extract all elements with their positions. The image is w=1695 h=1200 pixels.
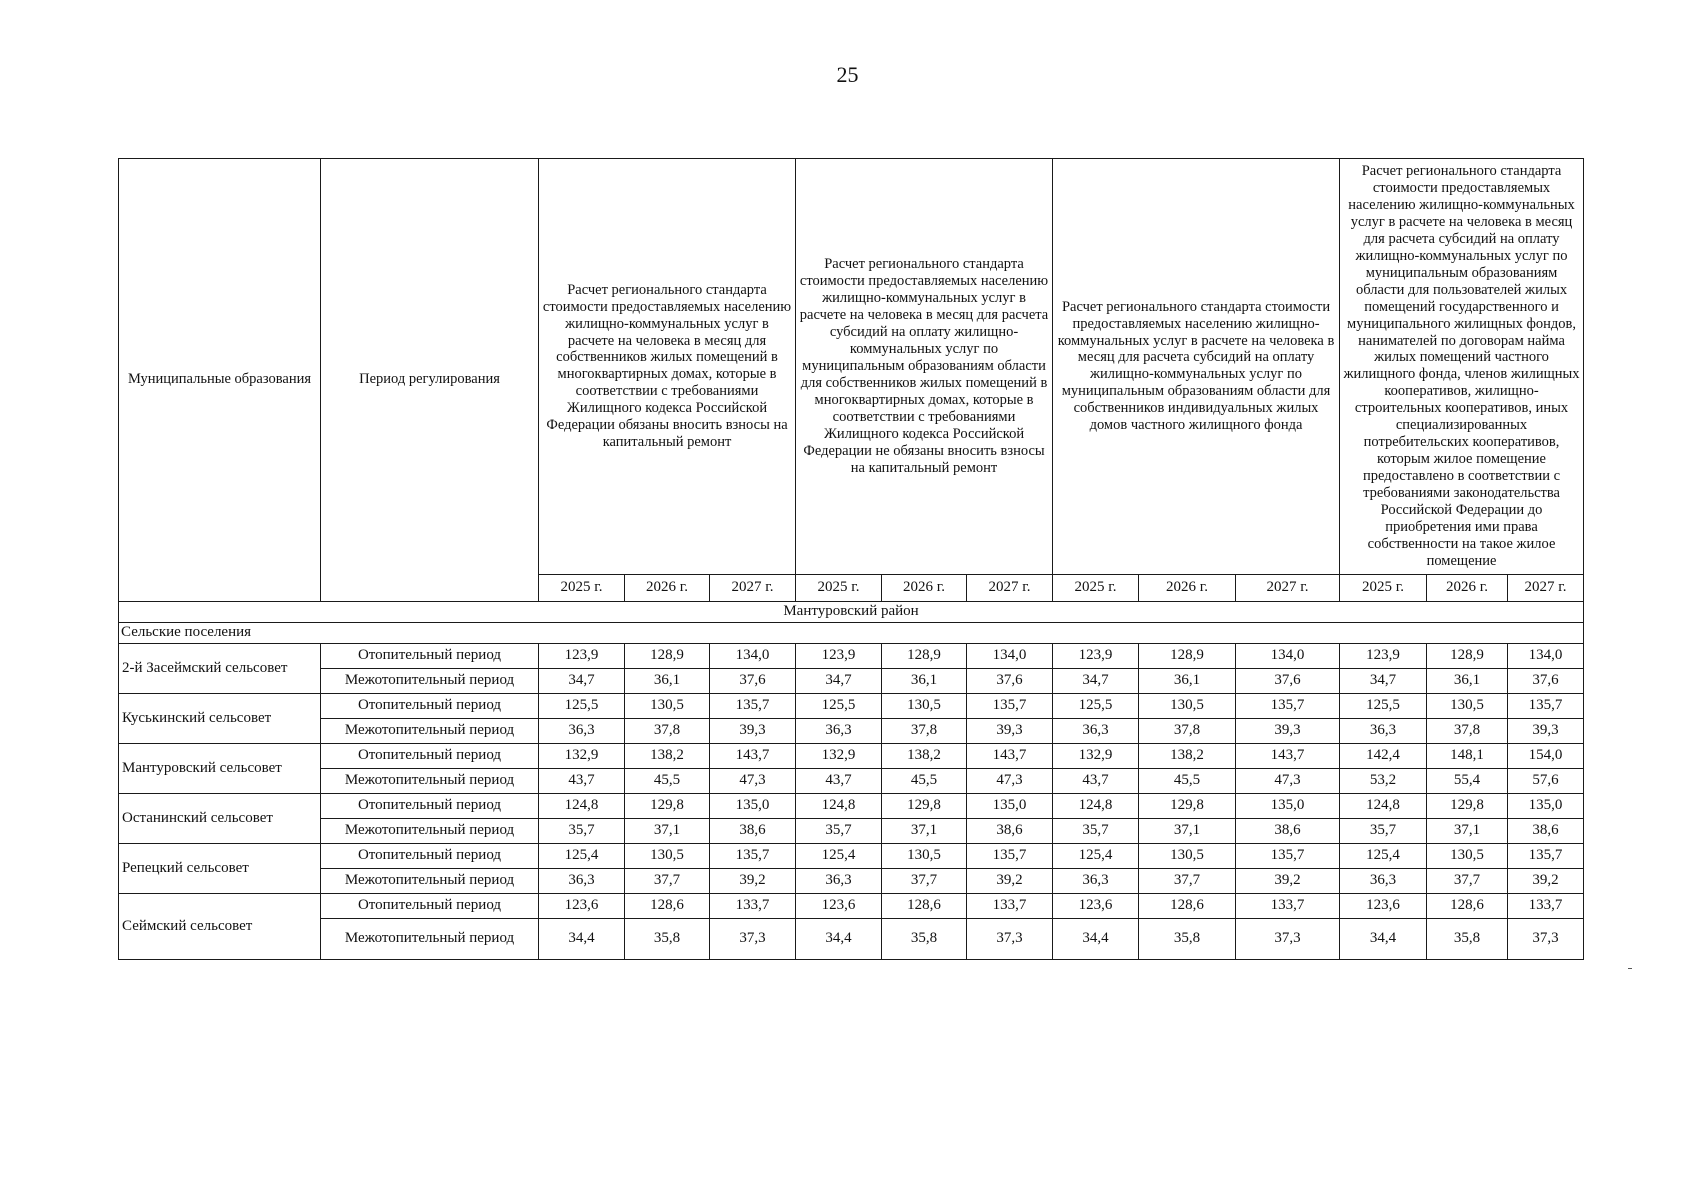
value-cell: 125,4 — [539, 843, 625, 868]
header-row — [119, 159, 1584, 575]
municipality-name: Куськинский сельсовет — [119, 693, 321, 743]
value-cell: 128,9 — [625, 643, 710, 668]
value-cell: 133,7 — [710, 893, 796, 918]
value-cell: 34,4 — [1053, 918, 1139, 959]
value-cell: 35,7 — [539, 818, 625, 843]
table-row — [119, 843, 1584, 868]
value-cell: 138,2 — [625, 743, 710, 768]
value-cell: 34,7 — [1340, 668, 1427, 693]
table-row — [119, 693, 1584, 718]
value-cell: 124,8 — [1053, 793, 1139, 818]
value-cell: 130,5 — [1427, 843, 1508, 868]
value-cell: 45,5 — [882, 768, 967, 793]
value-cell: 135,7 — [967, 843, 1053, 868]
value-cell: 39,2 — [1236, 868, 1340, 893]
municipality-name: Мантуровский сельсовет — [119, 743, 321, 793]
value-cell: 47,3 — [710, 768, 796, 793]
year-header: 2027 г. — [1508, 574, 1584, 601]
value-cell: 37,7 — [625, 868, 710, 893]
value-cell: 35,7 — [1053, 818, 1139, 843]
district-name: Мантуровский район — [119, 601, 1584, 622]
group-header-2: Расчет регионального стандарта стоимости предоставляемых населению жилищно-коммунальных услуг в расчете на человека в месяц для расчета субсидий на оплату жилищно-коммунальных услуг по муниципальным образованиям области для собственников жилых помещений в многоквартирных домах, которые в соответствии с требованиями Жилищного кодекса Российской Федерации не обязаны вносить взносы на капитальный ремонт — [796, 159, 1053, 575]
year-header: 2027 г. — [967, 574, 1053, 601]
value-cell: 133,7 — [967, 893, 1053, 918]
value-cell: 47,3 — [967, 768, 1053, 793]
value-cell: 35,8 — [882, 918, 967, 959]
value-cell: 134,0 — [710, 643, 796, 668]
value-cell: 37,7 — [1139, 868, 1236, 893]
value-cell: 36,3 — [796, 868, 882, 893]
value-cell: 138,2 — [882, 743, 967, 768]
year-header: 2027 г. — [710, 574, 796, 601]
year-header: 2025 г. — [539, 574, 625, 601]
municipality-name: Сеймский сельсовет — [119, 893, 321, 959]
value-cell: 35,8 — [1427, 918, 1508, 959]
value-cell: 43,7 — [539, 768, 625, 793]
table-row — [119, 743, 1584, 768]
value-cell: 129,8 — [1139, 793, 1236, 818]
table-row — [119, 643, 1584, 668]
scan-mark — [1628, 968, 1632, 969]
value-cell: 34,4 — [1340, 918, 1427, 959]
period-label: Межотопительный период — [321, 818, 539, 843]
value-cell: 55,4 — [1427, 768, 1508, 793]
value-cell: 37,8 — [625, 718, 710, 743]
value-cell: 36,1 — [882, 668, 967, 693]
value-cell: 132,9 — [1053, 743, 1139, 768]
table-row — [119, 793, 1584, 818]
value-cell: 36,1 — [1427, 668, 1508, 693]
page-number: 25 — [836, 62, 859, 87]
district-row — [119, 601, 1584, 622]
value-cell: 37,3 — [1236, 918, 1340, 959]
value-cell: 123,9 — [796, 643, 882, 668]
value-cell: 128,9 — [1427, 643, 1508, 668]
value-cell: 130,5 — [882, 843, 967, 868]
value-cell: 38,6 — [1236, 818, 1340, 843]
value-cell: 35,8 — [1139, 918, 1236, 959]
value-cell: 124,8 — [796, 793, 882, 818]
value-cell: 43,7 — [796, 768, 882, 793]
value-cell: 128,6 — [625, 893, 710, 918]
period-label: Межотопительный период — [321, 768, 539, 793]
value-cell: 37,8 — [1139, 718, 1236, 743]
value-cell: 39,2 — [1508, 868, 1584, 893]
value-cell: 47,3 — [1236, 768, 1340, 793]
value-cell: 135,0 — [1508, 793, 1584, 818]
table-row — [119, 893, 1584, 918]
value-cell: 39,2 — [967, 868, 1053, 893]
value-cell: 38,6 — [710, 818, 796, 843]
municipality-name: 2-й Засеймский сельсовет — [119, 643, 321, 693]
value-cell: 36,3 — [1053, 868, 1139, 893]
value-cell: 132,9 — [796, 743, 882, 768]
value-cell: 37,6 — [710, 668, 796, 693]
table-row — [119, 768, 1584, 793]
value-cell: 143,7 — [710, 743, 796, 768]
value-cell: 37,7 — [882, 868, 967, 893]
period-label: Межотопительный период — [321, 868, 539, 893]
value-cell: 34,4 — [796, 918, 882, 959]
municipality-name: Репецкий сельсовет — [119, 843, 321, 893]
value-cell: 35,7 — [1340, 818, 1427, 843]
value-cell: 143,7 — [967, 743, 1053, 768]
value-cell: 34,4 — [539, 918, 625, 959]
year-header: 2026 г. — [882, 574, 967, 601]
value-cell: 124,8 — [1340, 793, 1427, 818]
value-cell: 36,3 — [1340, 868, 1427, 893]
value-cell: 134,0 — [1236, 643, 1340, 668]
year-header: 2027 г. — [1236, 574, 1340, 601]
value-cell: 135,0 — [1236, 793, 1340, 818]
value-cell: 36,3 — [1053, 718, 1139, 743]
value-cell: 143,7 — [1236, 743, 1340, 768]
table-row — [119, 918, 1584, 959]
period-label: Отопительный период — [321, 743, 539, 768]
value-cell: 39,3 — [1508, 718, 1584, 743]
value-cell: 38,6 — [1508, 818, 1584, 843]
value-cell: 37,1 — [625, 818, 710, 843]
period-label: Отопительный период — [321, 793, 539, 818]
value-cell: 128,6 — [882, 893, 967, 918]
value-cell: 37,8 — [1427, 718, 1508, 743]
value-cell: 135,0 — [967, 793, 1053, 818]
value-cell: 37,3 — [1508, 918, 1584, 959]
value-cell: 36,3 — [796, 718, 882, 743]
value-cell: 35,7 — [796, 818, 882, 843]
table-row — [119, 818, 1584, 843]
value-cell: 133,7 — [1236, 893, 1340, 918]
value-cell: 125,4 — [1053, 843, 1139, 868]
value-cell: 123,6 — [796, 893, 882, 918]
table-row — [119, 668, 1584, 693]
value-cell: 36,1 — [1139, 668, 1236, 693]
period-label: Отопительный период — [321, 693, 539, 718]
period-header: Период регулирования — [321, 159, 539, 602]
value-cell: 43,7 — [1053, 768, 1139, 793]
value-cell: 130,5 — [625, 693, 710, 718]
period-label: Межотопительный период — [321, 668, 539, 693]
value-cell: 133,7 — [1508, 893, 1584, 918]
value-cell: 125,4 — [796, 843, 882, 868]
value-cell: 36,3 — [539, 718, 625, 743]
value-cell: 135,7 — [1236, 693, 1340, 718]
value-cell: 37,6 — [967, 668, 1053, 693]
value-cell: 36,1 — [625, 668, 710, 693]
value-cell: 123,6 — [1340, 893, 1427, 918]
value-cell: 34,7 — [539, 668, 625, 693]
year-header: 2026 г. — [1427, 574, 1508, 601]
value-cell: 124,8 — [539, 793, 625, 818]
value-cell: 53,2 — [1340, 768, 1427, 793]
value-cell: 34,7 — [1053, 668, 1139, 693]
group-header-3: Расчет регионального стандарта стоимости предоставляемых населению жилищно-коммунальных услуг в расчете на человека в месяц для расчета субсидий на оплату жилищно-коммунальных услуг по муниципальным образованиям области для собственников индивидуальных жилых домов частного жилищного фонда — [1053, 159, 1340, 575]
value-cell: 125,5 — [539, 693, 625, 718]
value-cell: 130,5 — [1427, 693, 1508, 718]
value-cell: 37,3 — [710, 918, 796, 959]
value-cell: 123,6 — [1053, 893, 1139, 918]
value-cell: 148,1 — [1427, 743, 1508, 768]
value-cell: 129,8 — [625, 793, 710, 818]
value-cell: 128,6 — [1139, 893, 1236, 918]
value-cell: 57,6 — [1508, 768, 1584, 793]
table-row — [119, 718, 1584, 743]
value-cell: 125,5 — [796, 693, 882, 718]
value-cell: 37,1 — [1139, 818, 1236, 843]
value-cell: 39,3 — [710, 718, 796, 743]
value-cell: 34,7 — [796, 668, 882, 693]
value-cell: 39,3 — [1236, 718, 1340, 743]
value-cell: 37,3 — [967, 918, 1053, 959]
municipality-header: Муниципальные образования — [119, 159, 321, 602]
value-cell: 45,5 — [1139, 768, 1236, 793]
section-name: Сельские поселения — [119, 622, 1584, 643]
value-cell: 37,6 — [1508, 668, 1584, 693]
value-cell: 123,9 — [539, 643, 625, 668]
period-label: Отопительный период — [321, 893, 539, 918]
value-cell: 45,5 — [625, 768, 710, 793]
value-cell: 37,1 — [882, 818, 967, 843]
value-cell: 138,2 — [1139, 743, 1236, 768]
value-cell: 37,6 — [1236, 668, 1340, 693]
period-label: Отопительный период — [321, 643, 539, 668]
period-label: Межотопительный период — [321, 918, 539, 959]
value-cell: 135,7 — [1236, 843, 1340, 868]
table-row — [119, 868, 1584, 893]
value-cell: 130,5 — [1139, 843, 1236, 868]
value-cell: 123,9 — [1053, 643, 1139, 668]
value-cell: 132,9 — [539, 743, 625, 768]
value-cell: 135,7 — [710, 693, 796, 718]
value-cell: 128,9 — [1139, 643, 1236, 668]
year-header: 2025 г. — [796, 574, 882, 601]
year-header: 2025 г. — [1340, 574, 1427, 601]
section-row — [119, 622, 1584, 643]
value-cell: 123,6 — [539, 893, 625, 918]
value-cell: 37,8 — [882, 718, 967, 743]
value-cell: 134,0 — [1508, 643, 1584, 668]
value-cell: 130,5 — [1139, 693, 1236, 718]
period-label: Межотопительный период — [321, 718, 539, 743]
value-cell: 38,6 — [967, 818, 1053, 843]
value-cell: 129,8 — [1427, 793, 1508, 818]
value-cell: 35,8 — [625, 918, 710, 959]
value-cell: 39,2 — [710, 868, 796, 893]
value-cell: 130,5 — [882, 693, 967, 718]
year-header: 2026 г. — [625, 574, 710, 601]
value-cell: 36,3 — [1340, 718, 1427, 743]
value-cell: 39,3 — [967, 718, 1053, 743]
value-cell: 125,4 — [1340, 843, 1427, 868]
value-cell: 154,0 — [1508, 743, 1584, 768]
value-cell: 142,4 — [1340, 743, 1427, 768]
value-cell: 135,7 — [1508, 693, 1584, 718]
value-cell: 37,7 — [1427, 868, 1508, 893]
tariff-table — [118, 158, 1584, 960]
year-header: 2026 г. — [1139, 574, 1236, 601]
value-cell: 37,1 — [1427, 818, 1508, 843]
value-cell: 125,5 — [1340, 693, 1427, 718]
value-cell: 134,0 — [967, 643, 1053, 668]
group-header-4: Расчет регионального стандарта стоимости предоставляемых населению жилищно-коммунальных услуг в расчете на человека в месяц для расчета субсидий на оплату жилищно-коммунальных услуг по муниципальным образованиям области для пользователей жилых помещений государственного и муниципального жилищных фондов, нанимателей по договорам найма жилых помещений частного жилищного фонда, членов жилищных кооперативов, жилищно-строительных кооперативов, иных специализированных потребительских кооперативов, которым жилое помещение предоставлено в соответствии с требованиями законодательства Российской Федерации до приобретения ими права собственности на такое жилое помещение — [1340, 159, 1584, 575]
period-label: Отопительный период — [321, 843, 539, 868]
value-cell: 123,9 — [1340, 643, 1427, 668]
value-cell: 135,0 — [710, 793, 796, 818]
group-header-1: Расчет регионального стандарта стоимости предоставляемых населению жилищно-коммунальных услуг в расчете на человека в месяц для собственников жилых помещений в многоквартирных домах, которые в соответствии с требованиями Жилищного кодекса Российской Федерации обязаны вносить взносы на капитальный ремонт — [539, 159, 796, 575]
value-cell: 128,6 — [1427, 893, 1508, 918]
value-cell: 129,8 — [882, 793, 967, 818]
value-cell: 135,7 — [710, 843, 796, 868]
value-cell: 135,7 — [1508, 843, 1584, 868]
year-header: 2025 г. — [1053, 574, 1139, 601]
value-cell: 125,5 — [1053, 693, 1139, 718]
municipality-name: Останинский сельсовет — [119, 793, 321, 843]
value-cell: 36,3 — [539, 868, 625, 893]
value-cell: 135,7 — [967, 693, 1053, 718]
value-cell: 128,9 — [882, 643, 967, 668]
value-cell: 130,5 — [625, 843, 710, 868]
